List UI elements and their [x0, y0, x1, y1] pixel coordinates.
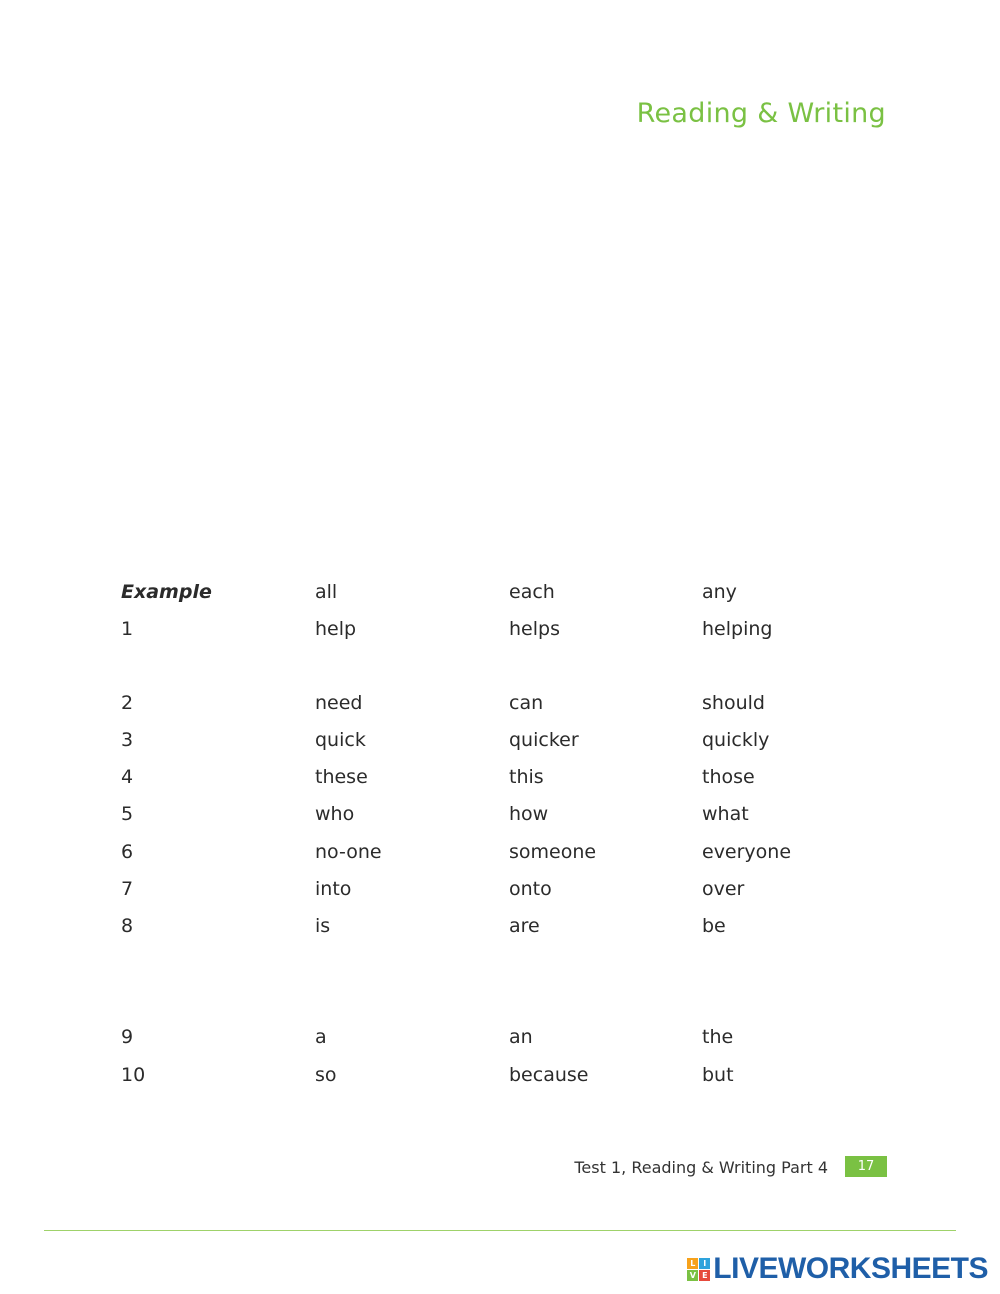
option-label: 7 — [121, 878, 134, 900]
option-c: be — [702, 915, 726, 937]
option-label: 6 — [121, 841, 134, 863]
option-b: because — [509, 1064, 589, 1086]
option-c: should — [702, 692, 765, 714]
option-row-example — [0, 577, 1000, 607]
option-a: into — [315, 878, 352, 900]
option-row-9 — [0, 1022, 1000, 1052]
option-row-5 — [0, 799, 1000, 829]
liveworksheets-logo[interactable] — [687, 1252, 988, 1286]
logo-tile: I — [699, 1258, 710, 1269]
option-row-10 — [0, 1060, 1000, 1090]
option-a: all — [315, 581, 338, 603]
option-b: helps — [509, 618, 560, 640]
option-label: 1 — [121, 618, 134, 640]
option-a: a — [315, 1026, 327, 1048]
option-c: any — [702, 581, 737, 603]
option-label: 2 — [121, 692, 134, 714]
option-row-8 — [0, 911, 1000, 941]
option-c: the — [702, 1026, 734, 1048]
option-b: are — [509, 915, 540, 937]
option-a: help — [315, 618, 357, 640]
logo-tile: L — [687, 1258, 698, 1269]
option-label: 4 — [121, 766, 134, 788]
option-label: 10 — [121, 1064, 146, 1086]
option-a: need — [315, 692, 363, 714]
option-a: so — [315, 1064, 337, 1086]
option-c: helping — [702, 618, 773, 640]
option-a: is — [315, 915, 331, 937]
option-row-3 — [0, 725, 1000, 755]
footer-divider — [44, 1230, 956, 1231]
option-b: someone — [509, 841, 597, 863]
option-c: everyone — [702, 841, 792, 863]
option-b: this — [509, 766, 544, 788]
page-number-badge: 17 — [845, 1156, 887, 1177]
option-c: quickly — [702, 729, 770, 751]
logo-tile: E — [699, 1270, 710, 1281]
option-label: 3 — [121, 729, 134, 751]
option-label: 8 — [121, 915, 134, 937]
option-row-4 — [0, 762, 1000, 792]
brand-name: LIVEWORKSHEETS — [713, 1252, 988, 1285]
option-b: how — [509, 803, 549, 825]
section-title: Reading & Writing — [636, 98, 886, 129]
option-c: over — [702, 878, 745, 900]
logo-tile: V — [687, 1270, 698, 1281]
option-row-7 — [0, 874, 1000, 904]
option-c: but — [702, 1064, 734, 1086]
option-label: 5 — [121, 803, 134, 825]
option-a: these — [315, 766, 368, 788]
liveworksheets-icon — [687, 1258, 710, 1281]
option-a: quick — [315, 729, 366, 751]
option-row-1 — [0, 614, 1000, 644]
option-b: quicker — [509, 729, 579, 751]
option-a: no-one — [315, 841, 382, 863]
option-a: who — [315, 803, 355, 825]
option-label: 9 — [121, 1026, 134, 1048]
option-row-2 — [0, 688, 1000, 718]
option-b: each — [509, 581, 555, 603]
footer-caption: Test 1, Reading & Writing Part 4 — [574, 1158, 828, 1177]
option-row-6 — [0, 837, 1000, 867]
option-label: Example — [121, 581, 212, 603]
option-c: what — [702, 803, 749, 825]
option-c: those — [702, 766, 755, 788]
option-b: an — [509, 1026, 533, 1048]
option-b: can — [509, 692, 544, 714]
option-b: onto — [509, 878, 552, 900]
